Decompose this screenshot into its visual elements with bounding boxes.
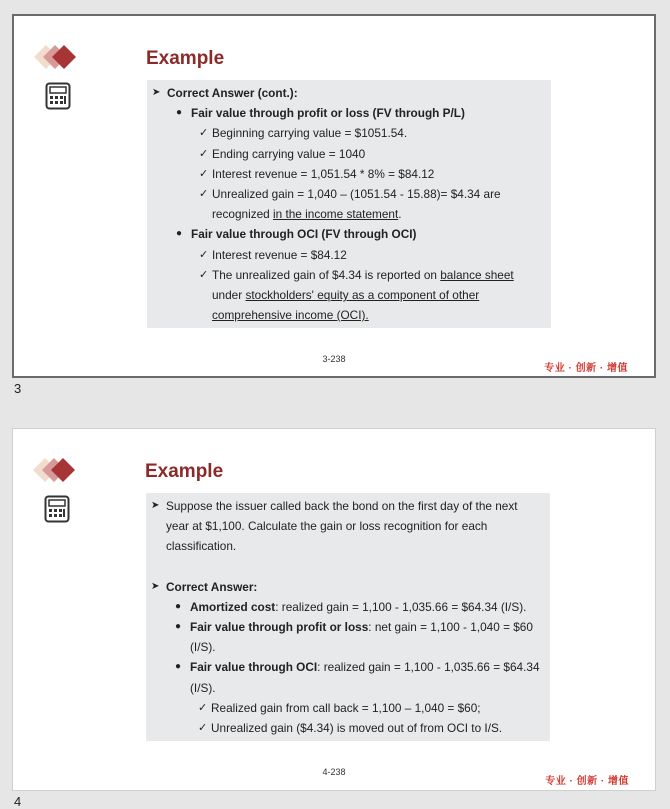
answer-label: Amortized cost <box>190 599 276 614</box>
content-box <box>147 80 551 328</box>
list-item: ✓ Interest revenue = 1,051.54 * 8% = $84.12 <box>152 164 547 184</box>
list-item-continuation: (I/S). <box>190 680 216 695</box>
text: recognized <box>212 207 273 222</box>
list-item-continuation <box>152 285 547 305</box>
underlined-text: balance sheet <box>440 267 514 282</box>
text: under <box>212 288 246 303</box>
text: The unrealized gain of $4.34 is reported on <box>212 267 441 282</box>
list-item: ✓ Realized gain from call back = 1,100 – 1,040 = $60; <box>151 698 546 718</box>
answer-text: : realized gain = 1,100 - 1,035.66 = $64.34 <box>317 660 540 675</box>
slide-4 <box>12 428 656 791</box>
answer-text: : realized gain = 1,100 - 1,035.66 = $64.34 (I/S). <box>275 599 527 614</box>
answer-heading: ➤ Correct Answer (cont.): <box>152 83 547 103</box>
slide-number: 3 <box>14 381 22 396</box>
list-item-continuation <box>152 204 547 224</box>
calculator-icon <box>45 82 71 110</box>
list-item: ✓ Ending carrying value = 1040 <box>152 144 547 164</box>
slide-3 <box>12 14 656 378</box>
slogan: 专业 · 创新 · 增值 <box>544 363 628 374</box>
page-number: 3-238 <box>322 354 346 364</box>
underlined-text: in the income statement <box>273 207 399 222</box>
answer-label: Fair value through profit or loss <box>190 620 369 635</box>
slide-title: Example <box>145 461 224 482</box>
question-line: classification. <box>166 539 237 554</box>
answer-text: : net gain = 1,100 - 1,040 = $60 <box>368 620 533 635</box>
calculator-icon <box>44 495 70 523</box>
list-item: ✓ Interest revenue = $84.12 <box>152 245 547 265</box>
list-item-continuation <box>152 305 547 325</box>
slide-number: 4 <box>14 794 22 809</box>
fvpl-label: ● Fair value through profit or loss (FV through P/L) <box>152 103 547 123</box>
list-item <box>151 597 546 617</box>
text: . <box>398 207 402 222</box>
fvoci-label: ● Fair value through OCI (FV through OCI) <box>152 224 547 244</box>
slide-title: Example <box>146 48 225 69</box>
list-item <box>152 265 547 285</box>
underlined-text: stockholders' equity as a component of other <box>245 288 480 303</box>
answer-label: Fair value through OCI <box>190 660 318 675</box>
question-line: ➤ Suppose the issuer called back the bond on the first day of the next <box>151 496 546 516</box>
spacer <box>151 557 546 577</box>
question-line: year at $1,100. Calculate the gain or loss recognition for each <box>166 519 488 534</box>
diamond-logo-icon <box>34 42 78 72</box>
page-number: 4-238 <box>322 767 346 777</box>
list-item <box>151 617 546 637</box>
diamond-logo-icon <box>33 455 77 485</box>
list-item <box>151 657 546 677</box>
slogan: 专业 · 创新 · 增值 <box>545 776 629 787</box>
list-item-continuation: (I/S). <box>190 640 216 655</box>
answer-heading: ➤ Correct Answer: <box>151 577 546 597</box>
underlined-text: comprehensive income (OCI). <box>212 308 369 323</box>
list-item: ✓ Beginning carrying value = $1051.54. <box>152 123 547 143</box>
list-item: ✓ Unrealized gain = 1,040 – (1051.54 - 15.88)= $4.34 are <box>152 184 547 204</box>
content-box <box>146 493 550 741</box>
list-item: ✓ Unrealized gain ($4.34) is moved out of from OCI to I/S. <box>151 718 546 738</box>
